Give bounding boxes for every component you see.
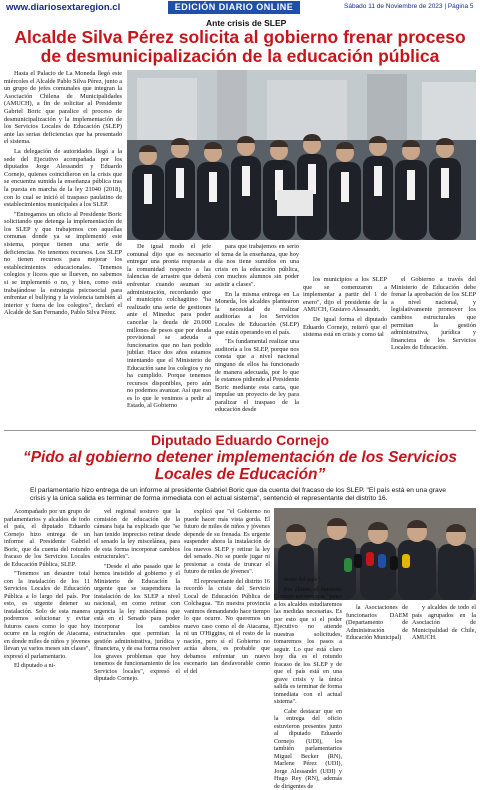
- article1-left-column: [4, 70, 122, 427]
- paragraph: explicó que "el Gobierno no puede hacer más vista gorda. El futuro de miles de niños y jóvenes depende de su frenada. Es urgente suspender ahora la instalación de los nuevos SLEP y retirar la ley del senado. No se puede jugar ni presionar a costa de truncar el futuro de miles de jóvenes".: [184, 508, 270, 576]
- paragraph: la Asociaciones de funcionarios DAEM (Departamento de Administración de Educación Municipal): [346, 604, 408, 642]
- paragraph: "Entregamos un oficio al Presidente Boric solicitando que detenga la implementación de los SLEP y que trabajemos con aquellas comunas donde ya se implementó este sistema, porque tienen una serie de deficiencias. No tenemos recursos. Los SLEP no tienen recursos para mejorar los establecimientos educacionales. Tenemos colegios y liceos que se llueven, no sabemos si se implementó o no, y bien, como está trabajándose la estrategia psicosocial para enfrentar el bullying y la violencia también al interior y fuera de los colegios", declaró el Alcalde de San Fernando, Pablo Silva Pérez.: [4, 211, 122, 317]
- paragraph: La delegación de autoridades llegó a la sede del Ejecutivo acompañada por los diputados Jorge Alessandri y Eduardo Cornejo, quienes coincidieron en la crisis que se encuentra sumida la enseñanza pública tras la puesta en marcha de la ley 21040 (2018), con lo cual se inició el traspaso paulatino de establecimientos municipales a los SLEP.: [4, 148, 122, 209]
- paragraph: De igual forma el diputado Eduardo Cornejo, reiteró que el sistema está en crisis y como tal: [303, 316, 387, 339]
- article2-headline-quote: “Pido al gobierno detener implementación de los Servicios Locales de Educación”: [4, 449, 476, 483]
- article1-column-1: [127, 243, 211, 427]
- site-url[interactable]: www.diariosextaregion.cl: [6, 2, 120, 13]
- edition-banner: EDICIÓN DIARIO ONLINE: [168, 1, 300, 14]
- paragraph: Por último, el diputado Cornejo aseveró que "junto a los alcaldes estudiaremos las medidas necesarias. Es por esto que si el poder Ejecutivo no atiende nuestras solicitudes, tomaremos los pasos a seguir. Lo que está claro hoy día es el rotundo fracaso de los SLEP y de que el país está en una grave crisis y la única salida es terminar de forma inmediata con el actual sistema".: [274, 586, 342, 706]
- article2-column-4: [274, 576, 342, 668]
- article2-column-5: [346, 604, 408, 668]
- paragraph: El diputado a ni-: [4, 662, 90, 670]
- article2-column-3: [184, 508, 270, 668]
- article1-column-2: [215, 243, 299, 427]
- article1-photo: [127, 70, 476, 240]
- paragraph: norte del país".: [274, 576, 342, 584]
- paragraph: Cabe destacar que en la entrega del oficio estuvieron presentes junto al diputado Eduardo Cornejo (UDI), los también parlamentarios Miguel Becker (RN), Marlene Pérez (UDI), Jorge Alessandri (UDI) y Hugo Rey (RN), además de dirigentes de: [274, 708, 342, 790]
- article2-column-6: [412, 604, 476, 668]
- paragraph: En la misma entrega en La Moneda, los alcaldes plantearon la necesidad de realizar auditorías a los Servicios Locales de Educación (SLEP) que están operando en el país.: [215, 291, 299, 337]
- article1-column-3: [303, 276, 387, 427]
- paragraph: y alcaldes de todo el país agrupados en la Asociación de Municipalidad de Chile, AMUCH.: [412, 604, 476, 642]
- paragraph: los municipios a los SLEP que se comenzaron a implementar a partir del 1 de enero", dijo el presidente de la AMUCH, Gustavo Alessandri.: [303, 276, 387, 314]
- article2-column-1: [4, 508, 90, 668]
- paragraph: Hasta el Palacio de La Moneda llegó este miércoles el Alcalde Pablo Silva Pérez, junto a un grupo de jefes comunales que integran la Asociación Chilena de Municipalidades (AMUCH), a fin de solicitar al Presidente Gabriel Boric que paralice el proceso de desmunicipalización y la implementación de los Servicios Locales de Educación (SLEP) ante las serias deficiencias que ha presentado el sistema.: [4, 70, 122, 146]
- top-bar: [0, 0, 480, 16]
- date-page-info: Sábado 11 de Noviembre de 2023 | Página 5: [344, 3, 474, 10]
- article1-column-4: [391, 276, 476, 427]
- section-divider: [4, 430, 476, 431]
- article1-headline: Alcalde Silva Pérez solicita al gobierno frenar proceso de desmunicipalización de la educación pública: [4, 28, 476, 66]
- paragraph: El representante del distrito 16 recordó la crisis del Servicio Local de Educación Pública de Colchagua. "En nuestra provincia vanimos demandando hace tiempo lo que ocurre. No queremos un nuevo caso como el de Atacama, ni un O'Higgins, ni el resto de la nación, pero sí el Gobierno no actúa ahora, es probable que debamos enfrentar un nuevo escenario tan desfavorable como el del: [184, 578, 270, 676]
- article2-lead: El parlamentario hizo entrega de un informe al presidente Gabriel Boric que da cuenta del fracaso de los SLEP. "El país está en una grave crisis y la única salida es terminar de forma inmediata con el actual sistema", sentenció el representante del distrito 16.: [30, 487, 450, 504]
- paragraph: De igual modo el jefe comunal dijo que es necesario entregar una pronta respuesta a la comunidad respecto a las falencias de arrastre que deberá enfrentar cuando asuman su administración, recordando que el municipio colchagüino "ha realizado una serie de gestiones ante el Mineduc para poder cancelar la deuda de 20.000 millones de pesos que por deuda previsional se adeuda a funcionarios que no han podido jubilar. Hace dos años estamos intentando que el Ministerio de Educación sane los colegios y no ha cumplido. Porque tenemos recursos disponibles, pero aún no podemos avanzar. Así que eso es lo que le venimos a pedir al Estado, al Gobierno: [127, 243, 211, 410]
- article2-column-2: [94, 508, 180, 668]
- paragraph: "Tenemos un desastre total con la instalación de los 11 Servicios Locales de Educación Pública a lo largo del país. Por esto, es urgente detener su instalación. Solo de esta manera podremos solucionar y evitar futuros casos como lo que hoy ocurre en la región de Atacama, en donde miles de niños y jóvenes llevan ya varios meses sin clases", expresó el parlamentario.: [4, 570, 90, 660]
- paragraph: "Es fundamental realizar una auditoría a los SLEP, porque nos consta que a nivel nacional ninguno de ellos ha funcionado de manera adecuada, por lo que le estamos pidiendo al Presidente Boric mediante esta carta, que impulse un proyecto de ley para paralizar el traspaso de la educación desde: [215, 338, 299, 414]
- paragraph: "Desde el año pasado que le hemos insistido al gobierno y el Ministerio de Educación la urgente que se suspendiera la instalación de los SLEP a nivel nacional, en como retirar con urgencia la ley miscelánea que está en el Senado para poder incorporar los cambios estructurales que permitan la gestión administrativa, jurídica y financiera, y de esa forma resolver los graves problemas que hoy tenemos de funcionamiento de los Servicios locales", expresó el diputado Cornejo.: [94, 563, 180, 683]
- paragraph: vel regional sostuvo que la comisión de educación de la cámara baja ha explicado que "se han tenido impreciso retirar desde el senado la ley miscelánea, para de esta forma incorporar cambios estructurales".: [94, 508, 180, 561]
- group-photo-illustration: [127, 70, 476, 240]
- paragraph: Acompañado por un grupo de parlamentarios y alcaldes de todo el país, el diputado Eduardo Cornejo hizo entrega de un informe al Presidente Gabriel Boric, que da cuenta del rotundo fracaso de los Servicios Locales de Educación Pública, SLEP.: [4, 508, 90, 568]
- article1-kicker: Ante crisis de SLEP: [206, 18, 286, 28]
- paragraph: para que trabajemos en serio el tema de la enseñanza, que hoy día nos tiene sumidos en una crisis en la educación pública, con muchos alumnos sin poder asistir a clases".: [215, 243, 299, 289]
- article2-headline-name: Diputado Eduardo Cornejo: [4, 432, 476, 448]
- paragraph: el Gobierno a través del Ministerio de Educación debe frenar la aprobación de los SLEP a nivel nacional, y legislativamente promover los cambios estructurales que permitan la gestión administrativa, jurídica y financiera de los Servicios Locales de Educación.: [391, 276, 476, 352]
